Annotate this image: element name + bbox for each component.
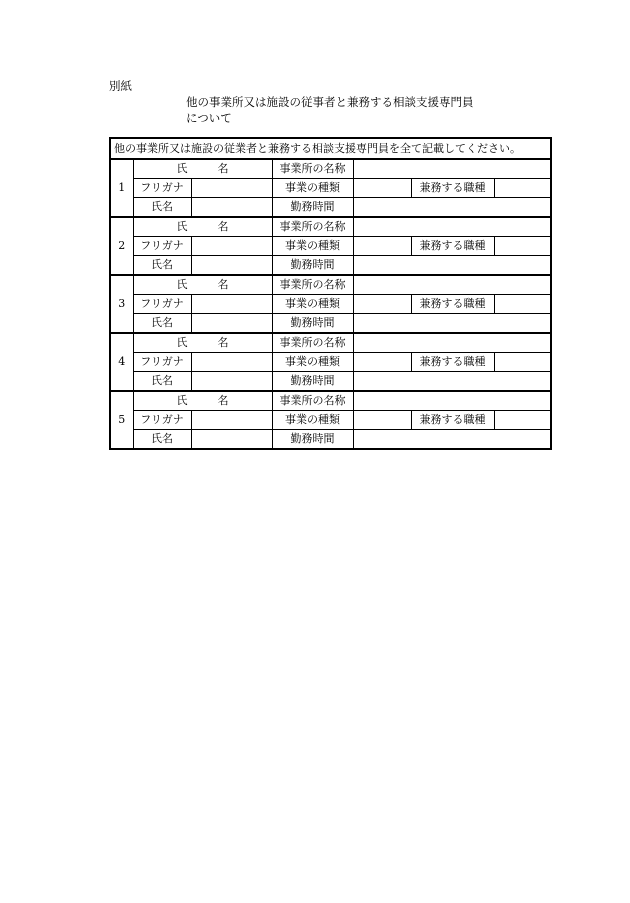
entry-2-work-hours-label: 勤務時間	[272, 256, 353, 276]
entry-3-row-name	[110, 275, 551, 295]
name-char-2: 名	[217, 162, 229, 175]
entry-2-concurrent-job-label: 兼務する職種	[411, 237, 494, 256]
entry-1-concurrent-job-field[interactable]	[494, 179, 551, 198]
entry-2-office-name-label: 事業所の名称	[272, 217, 353, 237]
entry-4-number: 4	[110, 333, 133, 391]
entry-5-row-name	[110, 391, 551, 411]
entry-2-name-header	[133, 217, 272, 237]
entry-5-furigana-field[interactable]	[191, 411, 272, 430]
entry-3-work-hours-field[interactable]	[353, 314, 551, 334]
entry-1-row-name	[110, 159, 551, 179]
entry-4-row-furigana	[110, 353, 551, 372]
entry-2-row-furigana	[110, 237, 551, 256]
entry-3-fullname-field[interactable]	[191, 314, 272, 334]
name-char-2: 名	[217, 220, 229, 233]
entry-5-row-furigana	[110, 411, 551, 430]
entry-5-office-name-label: 事業所の名称	[272, 391, 353, 411]
entry-4-work-hours-label: 勤務時間	[272, 372, 353, 392]
entry-3-furigana-label: フリガナ	[133, 295, 191, 314]
entry-5-row-fullname	[110, 430, 551, 450]
entry-4-concurrent-job-label: 兼務する職種	[411, 353, 494, 372]
entry-4-work-hours-field[interactable]	[353, 372, 551, 392]
entry-2-concurrent-job-field[interactable]	[494, 237, 551, 256]
entry-1-furigana-label: フリガナ	[133, 179, 191, 198]
entry-3-office-name-field[interactable]	[353, 275, 551, 295]
entry-4-row-name	[110, 333, 551, 353]
entry-2-fullname-label: 氏名	[133, 256, 191, 276]
entry-5-business-type-field[interactable]	[353, 411, 411, 430]
entry-3-business-type-field[interactable]	[353, 295, 411, 314]
entry-1-fullname-label: 氏名	[133, 198, 191, 218]
entry-4-business-type-label: 事業の種類	[272, 353, 353, 372]
entry-3-fullname-label: 氏名	[133, 314, 191, 334]
entry-1-office-name-field[interactable]	[353, 159, 551, 179]
name-char-2: 名	[217, 394, 229, 407]
entry-4-concurrent-job-field[interactable]	[494, 353, 551, 372]
entry-1-work-hours-label: 勤務時間	[272, 198, 353, 218]
attachment-label: 別紙	[109, 79, 132, 93]
entry-1-office-name-label: 事業所の名称	[272, 159, 353, 179]
entry-1-concurrent-job-label: 兼務する職種	[411, 179, 494, 198]
name-char-1: 氏	[176, 220, 188, 233]
entry-3	[110, 275, 551, 333]
title-line-1: 他の事業所又は施設の従事者と兼務する相談支援専門員	[186, 95, 474, 109]
name-char-2: 名	[217, 278, 229, 291]
name-char-1: 氏	[176, 162, 188, 175]
entry-4	[110, 333, 551, 391]
concurrent-staff-table	[109, 137, 552, 450]
entry-5-work-hours-field[interactable]	[353, 430, 551, 450]
entry-5-concurrent-job-label: 兼務する職種	[411, 411, 494, 430]
instruction-row	[110, 138, 551, 159]
entry-3-office-name-label: 事業所の名称	[272, 275, 353, 295]
entry-5-number: 5	[110, 391, 133, 449]
entry-1-number: 1	[110, 159, 133, 217]
entry-2-furigana-label: フリガナ	[133, 237, 191, 256]
entry-2-business-type-label: 事業の種類	[272, 237, 353, 256]
entry-3-concurrent-job-label: 兼務する職種	[411, 295, 494, 314]
entry-4-name-header	[133, 333, 272, 353]
entry-4-row-fullname	[110, 372, 551, 392]
entry-5-concurrent-job-field[interactable]	[494, 411, 551, 430]
entry-4-fullname-field[interactable]	[191, 372, 272, 392]
entry-2-row-name	[110, 217, 551, 237]
entry-1-row-fullname	[110, 198, 551, 218]
entry-5-office-name-field[interactable]	[353, 391, 551, 411]
entry-1	[110, 159, 551, 217]
entry-2-row-fullname	[110, 256, 551, 276]
entry-1-business-type-field[interactable]	[353, 179, 411, 198]
entry-5-work-hours-label: 勤務時間	[272, 430, 353, 450]
entry-3-furigana-field[interactable]	[191, 295, 272, 314]
entry-2-furigana-field[interactable]	[191, 237, 272, 256]
name-char-1: 氏	[176, 278, 188, 291]
entry-2-business-type-field[interactable]	[353, 237, 411, 256]
entry-2-fullname-field[interactable]	[191, 256, 272, 276]
entry-3-row-fullname	[110, 314, 551, 334]
entry-1-row-furigana	[110, 179, 551, 198]
entry-5-fullname-field[interactable]	[191, 430, 272, 450]
title-line-2: について	[186, 111, 232, 125]
entry-4-fullname-label: 氏名	[133, 372, 191, 392]
entry-1-business-type-label: 事業の種類	[272, 179, 353, 198]
entry-4-furigana-field[interactable]	[191, 353, 272, 372]
entry-3-concurrent-job-field[interactable]	[494, 295, 551, 314]
entry-5-business-type-label: 事業の種類	[272, 411, 353, 430]
entry-5-furigana-label: フリガナ	[133, 411, 191, 430]
entry-4-office-name-field[interactable]	[353, 333, 551, 353]
entry-1-furigana-field[interactable]	[191, 179, 272, 198]
entry-3-row-furigana	[110, 295, 551, 314]
entry-3-name-header	[133, 275, 272, 295]
entry-3-work-hours-label: 勤務時間	[272, 314, 353, 334]
entry-1-fullname-field[interactable]	[191, 198, 272, 218]
entry-2-work-hours-field[interactable]	[353, 256, 551, 276]
entry-2-office-name-field[interactable]	[353, 217, 551, 237]
name-char-2: 名	[217, 336, 229, 349]
entry-5	[110, 391, 551, 449]
name-char-1: 氏	[176, 394, 188, 407]
entry-1-name-header	[133, 159, 272, 179]
entry-4-furigana-label: フリガナ	[133, 353, 191, 372]
entry-4-office-name-label: 事業所の名称	[272, 333, 353, 353]
name-char-1: 氏	[176, 336, 188, 349]
entry-3-number: 3	[110, 275, 133, 333]
entry-1-work-hours-field[interactable]	[353, 198, 551, 218]
entry-5-name-header	[133, 391, 272, 411]
entry-4-business-type-field[interactable]	[353, 353, 411, 372]
document-title	[186, 94, 474, 126]
table-instruction: 他の事業所又は施設の従業者と兼務する相談支援専門員を全て記載してください。	[110, 138, 551, 159]
entry-2-number: 2	[110, 217, 133, 275]
entry-3-business-type-label: 事業の種類	[272, 295, 353, 314]
entry-5-fullname-label: 氏名	[133, 430, 191, 450]
entry-2	[110, 217, 551, 275]
